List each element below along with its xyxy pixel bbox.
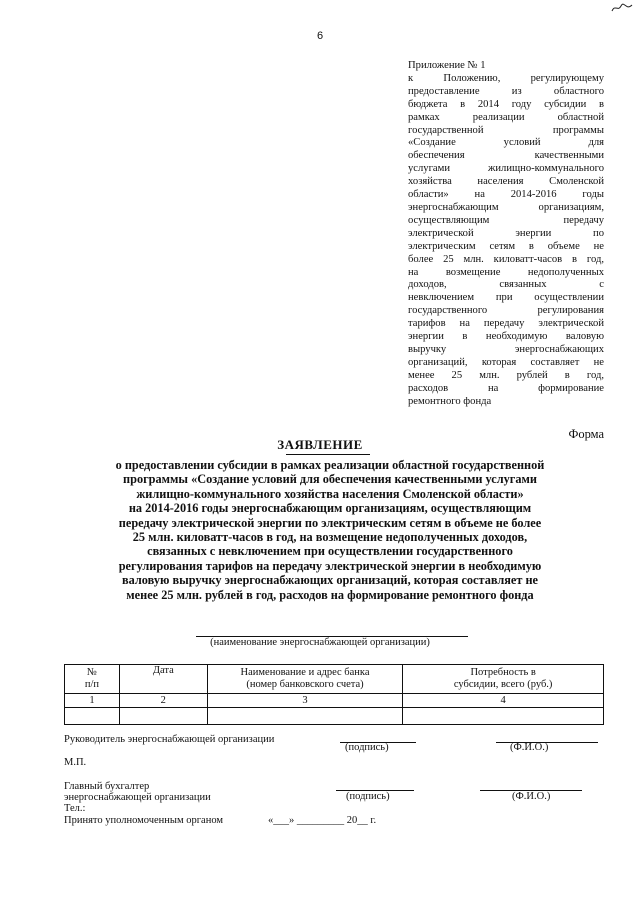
appendix-line: более 25 млн. киловатт-часов в год,	[408, 253, 604, 265]
document-subtitle	[60, 458, 600, 602]
appendix-text	[408, 73, 604, 409]
appendix-line: осуществляющим передачу	[408, 214, 604, 226]
subtitle-line: о предоставлении субсидии в рамках реализации областной государственной	[115, 458, 545, 472]
accountant-name-caption: (Ф.И.О.)	[512, 791, 551, 802]
accountant-org-label: энергоснабжающей организации	[64, 792, 211, 803]
appendix-line: рамках реализации областной	[408, 111, 604, 123]
column-header-amount: Потребность в субсидии, всего (руб.)	[403, 665, 604, 694]
column-header-number: № п/п	[65, 665, 120, 694]
accepted-label: Принято уполномоченным органом	[64, 815, 224, 826]
heading-underline	[286, 454, 370, 455]
appendix-line: государственной программы	[408, 124, 604, 136]
appendix-line: предоставление из областного	[408, 85, 604, 97]
appendix-line: организаций, которая составляет не	[408, 356, 604, 368]
appendix-line: «Создание условий для	[408, 137, 604, 149]
table-cell: 2	[119, 694, 207, 708]
appendix-line: бюджета в 2014 году субсидии в	[408, 98, 604, 110]
stamp-placeholder: М.П.	[64, 757, 87, 768]
subtitle-line: жилищно-коммунального хозяйства населения Смоленской области»	[136, 486, 524, 501]
phone-label: Тел.:	[64, 803, 86, 814]
form-label: Форма	[568, 427, 604, 441]
table-cell[interactable]	[119, 708, 207, 725]
table-header-row	[65, 665, 604, 694]
table-cell: 4	[403, 694, 604, 708]
appendix-line: обеспечения качественными	[408, 150, 604, 162]
page-number: 6	[316, 30, 324, 42]
table-number-row	[65, 694, 604, 708]
subtitle-line: передачу электрической энергии по электрическим сетям в объеме не более	[118, 515, 542, 530]
appendix-line: энергии в необходимую валовую	[408, 331, 604, 343]
subtitle-line: менее 25 млн. рублей в год, расходов на формирование ремонтного фонда	[126, 587, 534, 602]
appendix-line: электрической энергии по	[408, 227, 604, 239]
table-cell: 1	[65, 694, 120, 708]
appendix-line: хозяйства населения Смоленской	[408, 176, 604, 188]
subtitle-line: программы «Создание условий для обеспечения качественными услугами	[123, 472, 537, 487]
appendix-line: менее 25 млн. рублей в год,	[408, 369, 604, 381]
table-cell[interactable]	[403, 708, 604, 725]
subtitle-line: валовую выручку энергоснабжающих организаций, которая составляет не	[121, 573, 538, 588]
corner-scribble-icon	[610, 2, 634, 14]
accountant-label: Главный бухгалтер	[64, 781, 150, 792]
appendix-line: государственного регулирования	[408, 305, 604, 317]
appendix-line: области» на 2014-2016 годы	[408, 189, 604, 201]
acceptance-date-field[interactable]: «___» _________ 20__ г.	[268, 815, 377, 826]
subtitle-line: 25 млн. киловатт-часов в год, на возмещение недополученных доходов,	[132, 530, 528, 545]
subtitle-line: на 2014-2016 годы энергоснабжающим организациям, осуществляющим	[128, 501, 532, 516]
appendix-line: к Положению, регулирующему	[408, 72, 604, 84]
document-heading: ЗАЯВЛЕНИЕ	[277, 437, 363, 452]
table-cell[interactable]	[207, 708, 403, 725]
table-cell[interactable]	[65, 708, 120, 725]
column-header-bank: Наименование и адрес банка (номер банковского счета)	[207, 665, 403, 694]
column-header-date: Дата	[119, 665, 207, 694]
appendix-title: Приложение № 1	[408, 60, 486, 71]
subtitle-line: регулирования тарифов на передачу электрической энергии в необходимую	[118, 558, 542, 573]
appendix-line: доходов, связанных с	[408, 279, 604, 291]
subsidy-request-table	[64, 664, 604, 725]
appendix-line: на возмещение недополученных	[408, 266, 604, 278]
appendix-line: ремонтного фонда	[408, 395, 492, 407]
appendix-line: расходов на формирование	[408, 382, 604, 394]
subtitle-line: связанных с невключением при осуществлении государственного	[147, 544, 513, 559]
accountant-signature-caption: (подпись)	[346, 791, 390, 802]
table-cell: 3	[207, 694, 403, 708]
appendix-line: невключением при осуществлении	[408, 292, 604, 304]
table-row	[65, 708, 604, 725]
appendix-block	[408, 60, 604, 408]
appendix-line: тарифов на передачу электрической	[408, 318, 604, 330]
appendix-line: выручку энергоснабжающих	[408, 343, 604, 355]
head-label: Руководитель энергоснабжающей организации	[64, 734, 275, 745]
head-name-caption: (Ф.И.О.)	[510, 742, 549, 753]
appendix-line: электрическим сетям в объеме не	[408, 240, 604, 252]
appendix-line: энергоснабжающим организациям,	[408, 201, 604, 213]
organization-name-caption: (наименование энергоснабжающей организации)	[210, 637, 430, 648]
head-signature-caption: (подпись)	[345, 742, 389, 753]
appendix-line: услугами жилищно-коммунального	[408, 163, 604, 175]
